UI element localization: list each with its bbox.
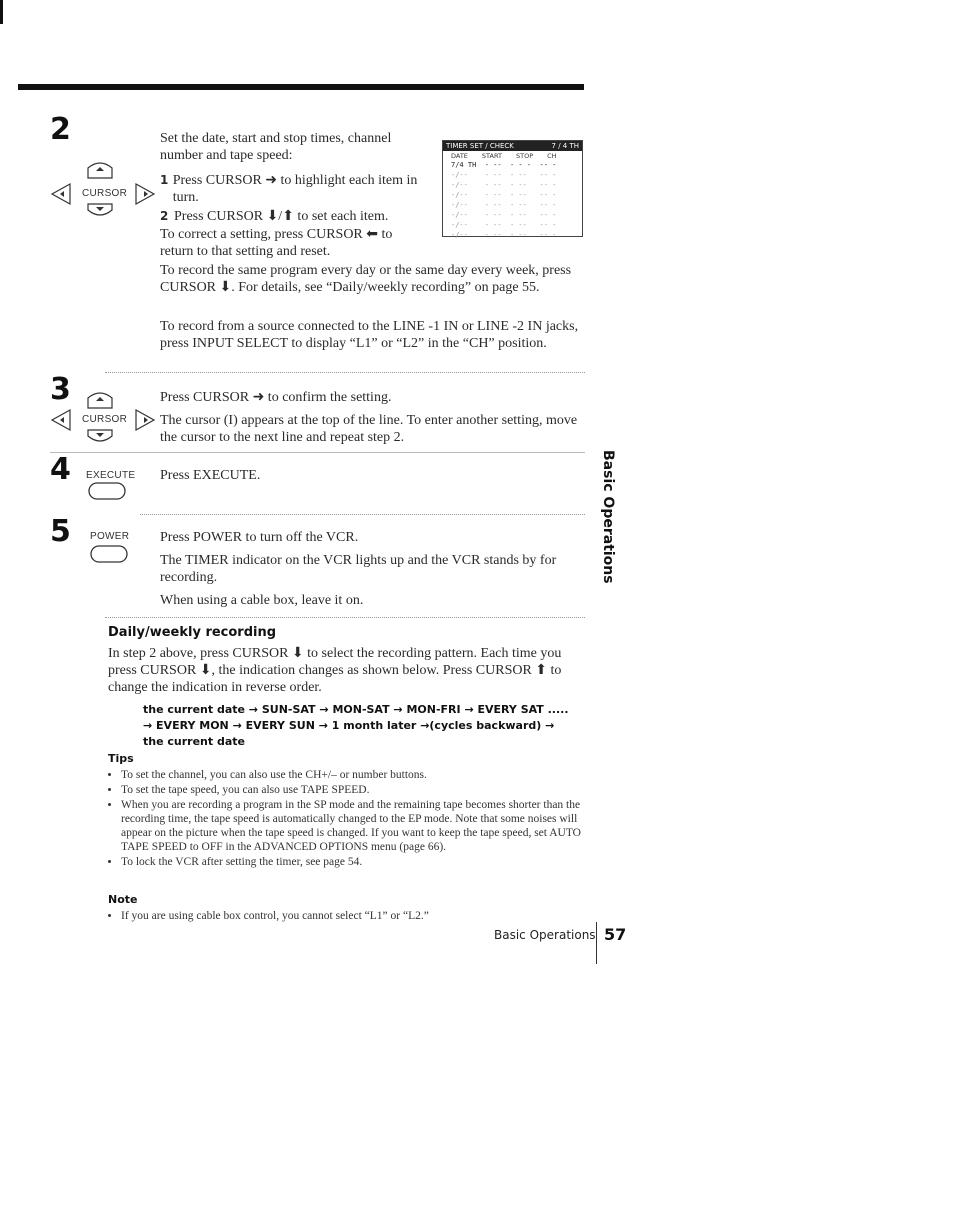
section-tab	[596, 450, 620, 584]
note-list	[108, 909, 586, 923]
screen-row: -/-- - -- - -- -- -	[451, 231, 557, 239]
step-4-number: 4	[50, 452, 71, 487]
screen-header-stop: STOP	[515, 152, 534, 160]
tip-item: • When you are recording a program in the SP mode and the remaining tape becomes shorter than the recording time, the tape speed is automatically changed to the EP mode. Note that some noises will appear on the picture when the tape speed is changed. If you want to keep the tape speed, set AUTO TAPE SPEED to OFF in the ADVANCED OPTIONS menu (page 66).	[121, 798, 586, 854]
step-4-text: Press EXECUTE.	[160, 468, 261, 483]
screen-row: -/-- - -- - -- -- -	[451, 211, 557, 219]
screen-header-date: DATE	[451, 152, 468, 160]
daily-body: In step 2 above, press CURSOR ⬇ to select the recording pattern. Each time you press CURSOR ⬇, the indication changes as shown below. Press CURSOR ⬆ to change the indication in reverse order.	[108, 646, 562, 695]
step-5-text3: When using a cable box, leave it on.	[160, 593, 364, 608]
page-number: 57	[604, 925, 627, 944]
tip-item: • To lock the VCR after setting the timer, see page 54.	[121, 855, 586, 869]
cursor-label: CURSOR	[82, 414, 128, 425]
item-2-text: Press CURSOR ⬇/⬆ to set each item.	[174, 209, 389, 224]
screen-header-start: START	[481, 152, 502, 160]
timer-screen	[442, 140, 583, 237]
margin-mark	[0, 0, 3, 24]
note-item: • If you are using cable box control, you cannot select “L1” or “L2.”	[121, 909, 586, 923]
tips-heading: Tips	[108, 752, 134, 765]
sequence-line: the current date	[143, 735, 245, 748]
tips-list	[108, 768, 586, 869]
item-1-number: 1	[160, 173, 169, 187]
footer-divider	[596, 922, 597, 964]
cursor-label: CURSOR	[82, 188, 128, 199]
sequence-line: → EVERY MON → EVERY SUN → 1 month later →(cycles backward) →	[143, 719, 555, 732]
correct-setting-text: To correct a setting, press CURSOR ⬅ to return to that setting and reset.	[160, 227, 393, 259]
tip-item: • To set the tape speed, you can also use TAPE SPEED.	[121, 783, 586, 797]
screen-row: 7/4 TH - -- - - - -- -	[451, 161, 557, 169]
daily-heading: Daily/weekly recording	[108, 625, 277, 640]
screen-row: -/-- - -- - -- -- -	[451, 221, 557, 229]
screen-headers	[443, 152, 582, 160]
step-5-number: 5	[50, 514, 71, 549]
step-2-intro: Set the date, start and stop times, channel number and tape speed:	[160, 131, 392, 163]
divider	[50, 452, 585, 453]
step-3-number: 3	[50, 372, 71, 407]
screen-title-bar	[443, 141, 582, 151]
divider	[105, 372, 585, 373]
execute-button-icon	[88, 482, 128, 507]
screen-row: -/-- - -- - -- -- -	[451, 191, 557, 199]
step-2-number: 2	[50, 112, 71, 147]
step-5-text2: The TIMER indicator on the VCR lights up and the VCR stands by for recording.	[160, 553, 557, 585]
sequence-line: the current date → SUN-SAT → MON-SAT → MON-FRI → EVERY SAT .....	[143, 703, 569, 716]
divider	[105, 617, 585, 618]
item-2-number: 2	[160, 209, 169, 223]
item-1-text: Press CURSOR ➜ to highlight each item in turn.	[172, 173, 418, 205]
footer-section: Basic Operations	[494, 928, 596, 942]
note-heading: Note	[108, 893, 138, 906]
screen-title: TIMER SET / CHECK	[446, 142, 514, 150]
screen-header-ch: CH	[547, 152, 557, 160]
tip-item: • To set the channel, you can also use the CH+/– or number buttons.	[121, 768, 586, 782]
line-input-paragraph: To record from a source connected to the LINE -1 IN or LINE -2 IN jacks, press INPUT SELECT to display “L1” or “L2” in the “CH” position.	[160, 319, 579, 351]
daily-paragraph: To record the same program every day or the same day every week, press CURSOR ⬇. For details, see “Daily/weekly recording” on page 55.	[160, 263, 572, 295]
step-3-line2: The cursor (I) appears at the top of the line. To enter another setting, move the cursor to the next line and repeat step 2.	[160, 413, 578, 445]
step-3-line1: Press CURSOR ➜ to confirm the setting.	[160, 390, 392, 405]
screen-title-right: 7 / 4 TH	[551, 142, 579, 150]
power-label: POWER	[90, 531, 130, 542]
section-tab-label: Basic Operations	[600, 450, 616, 584]
step-5-text1: Press POWER to turn off the VCR.	[160, 530, 359, 545]
screen-row: -/-- - -- - -- -- -	[451, 201, 557, 209]
divider	[140, 514, 585, 515]
screen-row: -/-- - -- - -- -- -	[451, 181, 557, 189]
screen-row: -/-- - -- - -- -- -	[451, 171, 557, 179]
header-rule	[18, 84, 584, 90]
execute-label: EXECUTE	[86, 470, 136, 481]
sequence-block	[143, 702, 583, 750]
power-button-icon	[90, 545, 130, 570]
